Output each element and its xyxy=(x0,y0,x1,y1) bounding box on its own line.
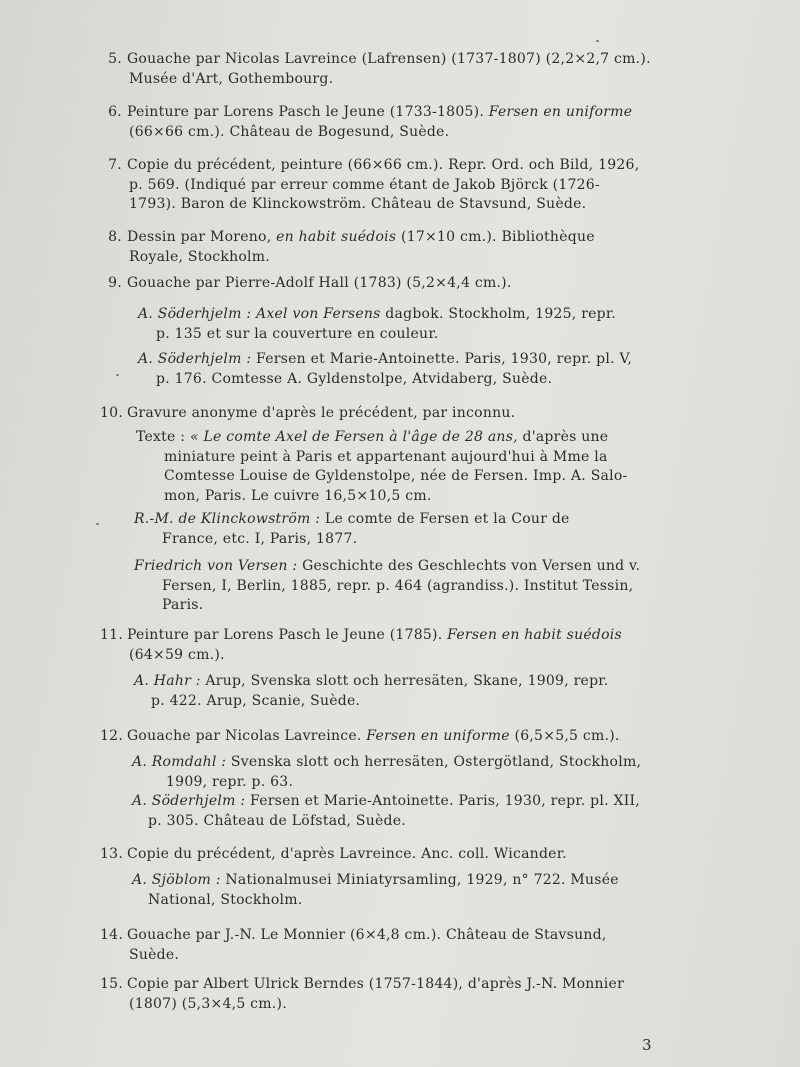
reference-text: dagbok. Stockholm, 1925, repr. xyxy=(380,306,616,322)
entry-number: 9. xyxy=(108,275,122,291)
reference-13a xyxy=(132,871,652,910)
reference-text: Le comte de Fersen et la Cour de xyxy=(320,511,570,527)
reference-10c xyxy=(134,557,654,616)
reference-text: France, etc. I, Paris, 1877. xyxy=(162,530,358,547)
reference-text: Fersen et Marie-Antoinette. Paris, 1930, repr. pl. V, xyxy=(251,351,633,367)
entry-8 xyxy=(100,228,660,267)
entry-12 xyxy=(100,727,660,747)
entry-11 xyxy=(100,626,660,665)
reference-author: A. Söderhjelm : xyxy=(138,351,252,367)
artwork-title: Fersen en uniforme xyxy=(366,728,510,744)
reference-text: p. 305. Château de Löfstad, Suède. xyxy=(148,812,406,829)
artwork-title: Fersen en uniforme xyxy=(488,104,633,120)
reference-text: Comtesse Louise de Gyldenstolpe, née de Fersen. Imp. A. Salo- xyxy=(164,468,628,484)
entry-text: Musée d'Art, Gothembourg. xyxy=(129,70,334,87)
reference-text: Geschichte des Geschlechts von Versen und v. xyxy=(297,558,641,574)
entry-7 xyxy=(100,156,660,215)
reference-author: A. Hahr : xyxy=(134,673,201,689)
entry-number: 7. xyxy=(108,157,122,173)
entry-13 xyxy=(100,845,660,865)
entry-text: p. 569. (Indiqué par erreur comme étant de Jakob Björck (1726- xyxy=(129,176,600,193)
entry-text: Suède. xyxy=(129,946,180,963)
reference-9b xyxy=(138,350,658,389)
entry-number: 10. xyxy=(100,405,124,421)
entry-number: 6. xyxy=(108,104,122,120)
reference-author: A. Romdahl : xyxy=(132,754,227,770)
artwork-title: Fersen en habit suédois xyxy=(447,627,622,643)
reference-9a xyxy=(138,305,658,344)
page-number: 3 xyxy=(642,1036,652,1054)
entry-text: (17×10 cm.). Bibliothèque xyxy=(396,229,595,245)
reference-text: d'après une xyxy=(517,429,609,445)
reference-text: mon, Paris. Le cuivre 16,5×10,5 cm. xyxy=(164,487,432,504)
paper-speck xyxy=(596,40,599,42)
reference-author: A. Söderhjelm : Axel von Fersens xyxy=(138,306,381,322)
reference-author: A. Söderhjelm : xyxy=(132,793,246,809)
reference-11a xyxy=(134,672,654,711)
entry-text: Dessin par Moreno, xyxy=(127,229,277,245)
reference-author: R.-M. de Klinckowström : xyxy=(134,511,321,527)
entry-9 xyxy=(100,274,660,294)
entry-number: 13. xyxy=(100,846,124,862)
entry-number: 15. xyxy=(100,976,124,992)
entry-text: Copie du précédent, d'après Lavreince. Anc. coll. Wicander. xyxy=(127,846,567,862)
entry-text: (64×59 cm.). xyxy=(129,646,225,663)
paper-speck xyxy=(96,523,99,525)
entry-text: Gouache par Nicolas Lavreince (Lafrensen) (1737-1807) (2,2×2,7 cm.). xyxy=(127,51,651,67)
reference-text: p. 135 et sur la couverture en couleur. xyxy=(156,325,439,342)
reference-12a xyxy=(132,753,652,792)
entry-text: Gouache par Pierre-Adolf Hall (1783) (5,2×4,4 cm.). xyxy=(127,275,512,291)
entry-text: Peinture par Lorens Pasch le Jeune (1733-1805). xyxy=(127,104,489,120)
reference-text: p. 176. Comtesse A. Gyldenstolpe, Atvidaberg, Suède. xyxy=(156,370,553,387)
entry-number: 8. xyxy=(108,229,122,245)
reference-author: Friedrich von Versen : xyxy=(134,558,298,574)
entry-text: Copie du précédent, peinture (66×66 cm.). Repr. Ord. och Bild, 1926, xyxy=(127,157,640,173)
entry-6 xyxy=(100,103,660,142)
entry-text: Royale, Stockholm. xyxy=(129,248,271,265)
reference-10-texte xyxy=(136,428,656,506)
entry-text: (1807) (5,3×4,5 cm.). xyxy=(129,995,287,1012)
reference-10b xyxy=(134,510,654,549)
reference-label: Texte : xyxy=(136,429,190,445)
entry-text: Gouache par Nicolas Lavreince. xyxy=(127,728,367,744)
entry-text: Gouache par J.-N. Le Monnier (6×4,8 cm.). Château de Stavsund, xyxy=(127,927,607,943)
entry-text: 1793). Baron de Klinckowström. Château de Stavsund, Suède. xyxy=(129,196,587,212)
reference-text: Fersen et Marie-Antoinette. Paris, 1930, repr. pl. XII, xyxy=(245,793,640,809)
entry-14 xyxy=(100,926,660,965)
entry-text: Copie par Albert Ulrick Berndes (1757-1844), d'après J.-N. Monnier xyxy=(127,976,625,992)
entry-number: 11. xyxy=(100,627,124,643)
reference-text: Paris. xyxy=(162,597,204,613)
entry-15 xyxy=(100,975,660,1014)
entry-number: 12. xyxy=(100,728,124,744)
entry-text: (6,5×5,5 cm.). xyxy=(509,728,620,744)
reference-text: Nationalmusei Miniatyrsamling, 1929, n° 722. Musée xyxy=(220,872,619,888)
reference-text: Fersen, I, Berlin, 1885, repr. p. 464 (agrandiss.). Institut Tessin, xyxy=(162,577,634,594)
entry-number: 14. xyxy=(100,927,124,943)
entry-text: Peinture par Lorens Pasch le Jeune (1785). xyxy=(127,627,448,643)
entry-number: 5. xyxy=(108,51,122,67)
reference-author: A. Sjöblom : xyxy=(132,872,221,888)
reference-text: miniature peint à Paris et appartenant aujourd'hui à Mme la xyxy=(164,448,608,465)
artwork-title: en habit suédois xyxy=(276,229,397,245)
reference-text: National, Stockholm. xyxy=(148,891,303,908)
entry-text: Gravure anonyme d'après le précédent, par inconnu. xyxy=(127,405,516,421)
reference-text: p. 422. Arup, Scanie, Suède. xyxy=(151,692,361,709)
reference-text: 1909, repr. p. 63. xyxy=(166,773,294,790)
reference-12b xyxy=(132,792,652,831)
paper-speck xyxy=(116,374,119,376)
entry-text: (66×66 cm.). Château de Bogesund, Suède. xyxy=(129,123,450,140)
engraving-caption: « Le comte Axel de Fersen à l'âge de 28 ans, xyxy=(189,429,518,445)
entry-5 xyxy=(100,50,660,89)
reference-text: Svenska slott och herresäten, Ostergötland, Stockholm, xyxy=(226,754,642,770)
reference-text: Arup, Svenska slott och herresäten, Skane, 1909, repr. xyxy=(200,673,609,689)
entry-10 xyxy=(100,404,660,424)
